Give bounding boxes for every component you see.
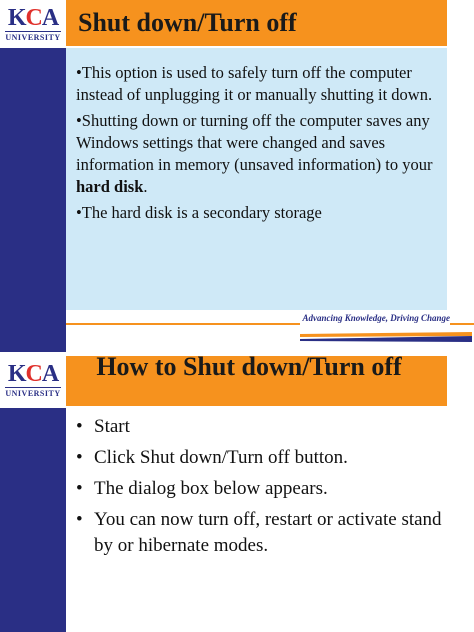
bullet-item: • Start [76,416,130,437]
slide-title: Shut down/Turn off [78,8,297,37]
logo-sub: UNIVERSITY [5,32,61,42]
bullet-item: • Click Shut down/Turn off button. [76,447,348,468]
logo-sub: UNIVERSITY [5,388,61,398]
bullet-item: •Shutting down or turning off the computer saves any Windows settings that were changed and saves information in memory (unsaved information) to your hard disk. [76,111,433,196]
logo-mark: KCA [7,4,59,31]
slide-how-to-shut-down [0,352,474,632]
sidebar-band [0,48,66,352]
slide-title: How to Shut down/Turn off [96,352,402,381]
footer-tagline: Advancing Knowledge, Driving Change [300,313,450,329]
bullet-item: •This option is used to safely turn off the computer instead of unplugging it or manually shutting it down. [76,63,433,104]
kca-logo [0,352,66,408]
title-right-strip [447,0,474,48]
footer-swoosh [300,330,472,344]
bullet-item: •The hard disk is a secondary storage [76,203,322,222]
kca-logo [0,0,66,48]
bold-term: hard disk [76,177,144,196]
bullet-list [76,62,442,228]
sidebar-band [0,408,66,632]
logo-mark: KCA [7,360,59,387]
bullet-item: • You can now turn off, restart or activate stand by or hibernate modes. [76,509,442,556]
bullet-item: • The dialog box below appears. [76,478,328,499]
bullet-list [76,414,442,564]
